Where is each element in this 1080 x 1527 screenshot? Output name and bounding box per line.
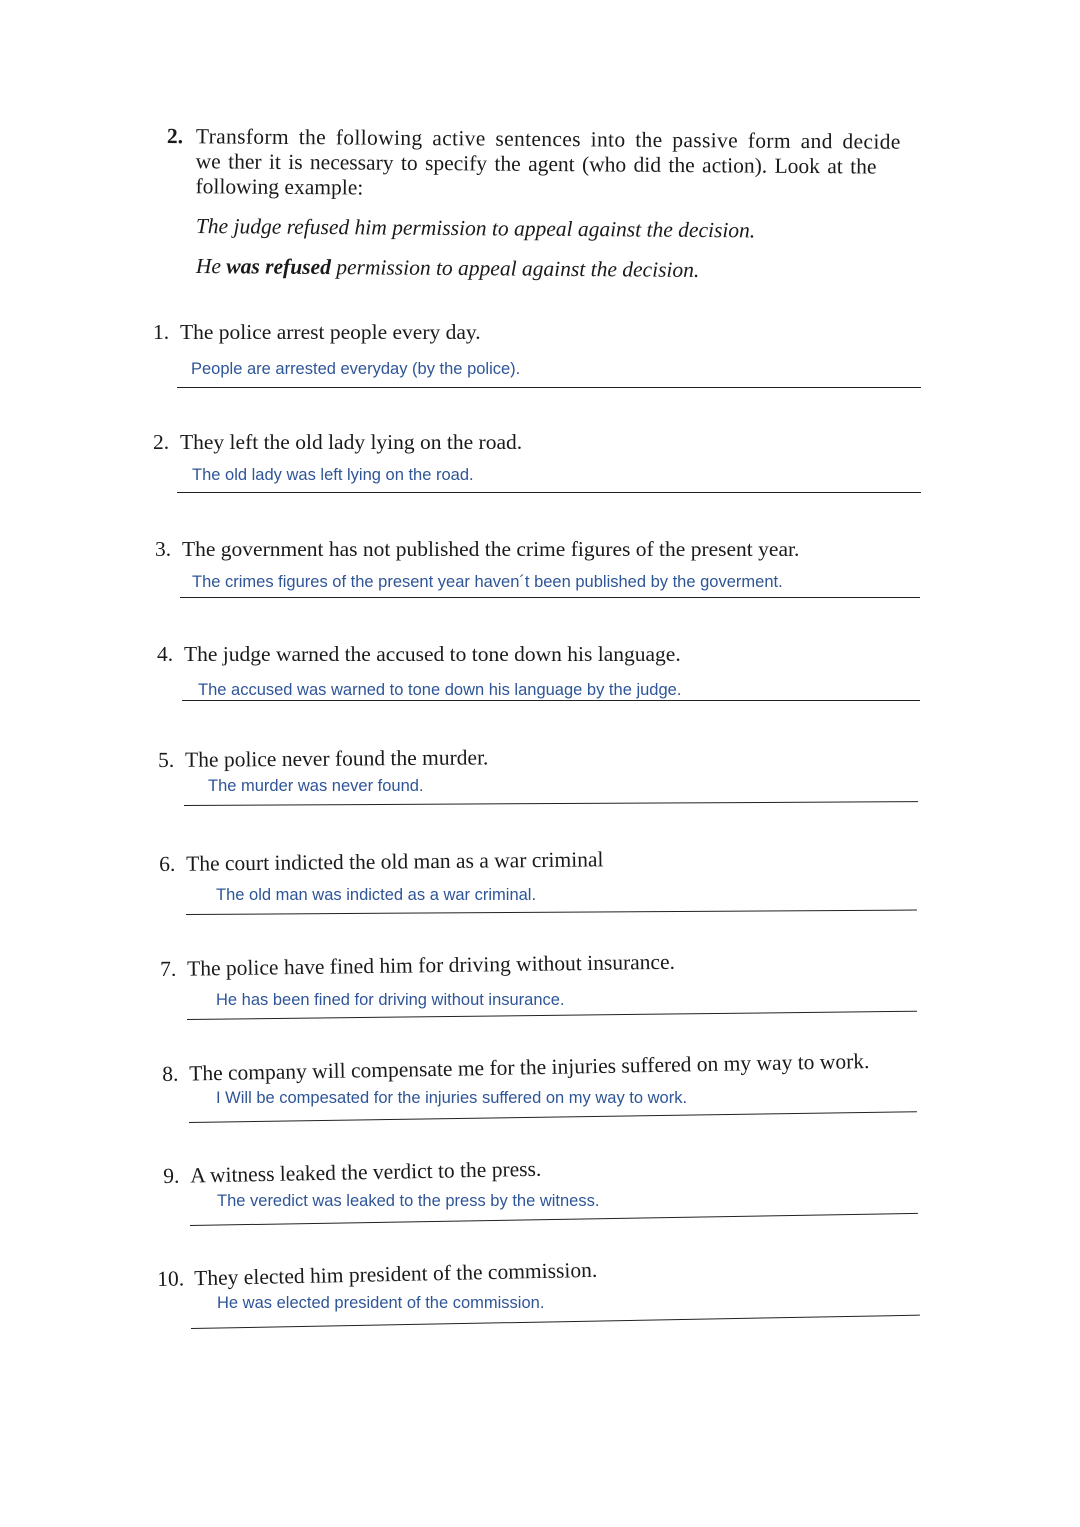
instruction-block: [166, 124, 929, 205]
exercise-item-7: [160, 949, 940, 1009]
exercise-number: 5.: [158, 747, 175, 772]
exercise-question-text: The judge warned the accused to tone down his language.: [184, 642, 681, 666]
exercise-item-1: [153, 320, 933, 378]
example-passive-verb: was refused: [226, 254, 331, 280]
exercise-question: [160, 946, 940, 982]
exercise-answer[interactable]: The crimes figures of the present year haven´t been published by the goverment.: [192, 573, 783, 591]
exercise-answer[interactable]: I Will be compesated for the injuries suffered on my way to work.: [216, 1089, 688, 1107]
exercise-item-6: [159, 847, 939, 904]
exercise-item-2: [153, 430, 933, 484]
example-passive-sentence: [196, 254, 700, 283]
instruction-number: 2.: [166, 124, 184, 149]
exercise-item-9: [163, 1156, 943, 1210]
exercise-number: 9.: [163, 1163, 180, 1188]
exercise-item-3: [155, 537, 935, 591]
exercise-answer[interactable]: He was elected president of the commission.: [217, 1294, 545, 1312]
exercise-question-text: The police arrest people every day.: [180, 320, 481, 344]
exercise-number: 4.: [157, 642, 174, 666]
exercise-number: 1.: [153, 320, 170, 344]
answer-line: [191, 1315, 920, 1329]
exercise-question-text: They elected him president of the commission.: [193, 1257, 598, 1291]
example-passive-start: He: [195, 254, 227, 279]
exercise-question-text: The company will compensate me for the injuries suffered on my way to work.: [188, 1049, 870, 1086]
example-passive-end: permission to appeal against the decision.: [330, 255, 700, 282]
exercise-item-10: [157, 1257, 937, 1312]
instruction-line-2: we ther it is necessary to specify the agent (who did the action). Look at the: [195, 149, 877, 179]
exercise-question: [159, 844, 939, 877]
exercise-item-8: [162, 1049, 942, 1107]
exercise-question: [157, 1251, 937, 1292]
exercise-number: 10.: [157, 1266, 185, 1291]
instruction-line-3: following example:: [195, 174, 364, 200]
exercise-answer[interactable]: The accused was warned to tone down his language by the judge.: [198, 681, 682, 699]
exercise-question: [157, 642, 937, 667]
exercise-question: [163, 1149, 943, 1189]
instruction-line-1: Transform the following active sentences into the passive form and decide: [195, 124, 901, 154]
exercise-number: 6.: [159, 851, 176, 876]
answer-line: [190, 1213, 918, 1226]
exercise-number: 3.: [155, 537, 172, 561]
answer-line: [186, 910, 917, 915]
exercise-number: 8.: [162, 1061, 179, 1086]
exercise-question: [158, 742, 938, 773]
answer-line: [180, 597, 920, 598]
exercise-question-text: The court indicted the old man as a war criminal: [185, 847, 604, 876]
answer-line: [182, 700, 920, 701]
exercise-item-4: [157, 642, 937, 699]
answer-line: [177, 387, 921, 388]
answer-line: [189, 1111, 917, 1123]
exercise-answer[interactable]: The veredict was leaked to the press by the witness.: [217, 1192, 600, 1210]
exercise-answer[interactable]: The old lady was left lying on the road.: [192, 466, 474, 484]
answer-line: [184, 801, 918, 806]
exercise-answer[interactable]: The murder was never found.: [208, 777, 424, 795]
answer-line: [177, 492, 921, 493]
exercise-answer[interactable]: The old man was indicted as a war criminal.: [216, 886, 537, 904]
exercise-question-text: They left the old lady lying on the road.: [180, 430, 523, 454]
exercise-item-5: [158, 745, 938, 795]
exercise-question: [153, 430, 933, 455]
exercise-answer[interactable]: People are arrested everyday (by the police).: [191, 360, 521, 378]
exercise-question: [153, 320, 933, 345]
exercise-question-text: The police never found the murder.: [184, 745, 489, 772]
example-active-sentence: The judge refused him permission to appeal against the decision.: [195, 214, 756, 243]
exercise-question: [162, 1048, 942, 1087]
answer-line: [187, 1011, 917, 1020]
exercise-number: 7.: [160, 956, 177, 981]
exercise-number: 2.: [153, 430, 170, 454]
exercise-question-text: The police have fined him for driving without insurance.: [186, 949, 676, 981]
exercise-question-text: The government has not published the crime figures of the present year.: [182, 537, 800, 561]
exercise-question-text: A witness leaked the verdict to the press.: [189, 1156, 542, 1188]
exercise-question: [155, 537, 935, 562]
exercise-answer[interactable]: He has been fined for driving without insurance.: [216, 991, 565, 1009]
